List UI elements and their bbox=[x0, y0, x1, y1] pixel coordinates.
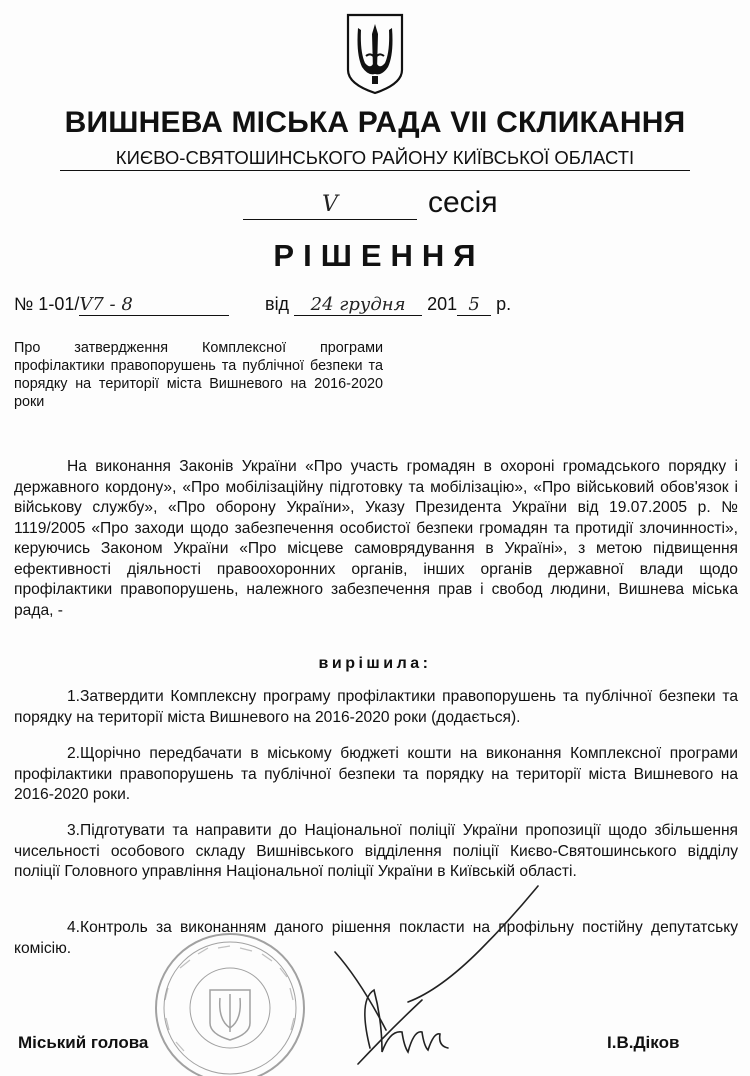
session-number: V bbox=[322, 192, 338, 217]
council-title: ВИШНЕВА МІСЬКА РАДА VII СКЛИКАННЯ bbox=[64, 106, 686, 139]
decision-topic: Про затвердження Комплексної програми профілактики правопорушень та публічної безпеки та порядку на території міста Вишневого на 2016-2020 роки bbox=[14, 340, 383, 410]
item-2: 2.Щорічно передбачати в міському бюджеті кошти на виконання Комплексної програми профілактики правопорушень та публічної безпеки та порядку на території міста Вишневого на 2016-2020 роки. bbox=[14, 745, 738, 803]
year-handwritten: 5 bbox=[457, 294, 491, 316]
decision-number bbox=[14, 294, 229, 316]
date-prefix: від bbox=[265, 294, 290, 314]
year-suffix: р. bbox=[496, 294, 512, 314]
subtitle-underline bbox=[60, 170, 690, 171]
session-label: сесія bbox=[428, 186, 498, 219]
item-4: 4.Контроль за виконанням даного рішення покласти на профільну постійну депутатську комісію. bbox=[14, 919, 738, 957]
decision-date bbox=[265, 294, 511, 316]
session-underline bbox=[243, 219, 417, 220]
mayor-name: І.В.Діков bbox=[607, 1033, 680, 1052]
mayor-title: Міський голова bbox=[18, 1033, 149, 1052]
tryzub-emblem-icon bbox=[344, 12, 406, 96]
decision-heading: РІШЕННЯ bbox=[273, 238, 485, 273]
council-subtitle: КИЄВО-СВЯТОШИНСЬКОГО РАЙОНУ КИЇВСЬКОЇ ОБЛАСТІ bbox=[115, 147, 635, 168]
preamble-paragraph: На виконання Законів України «Про участь громадян в охороні громадського порядку і державного кордону», «Про мобілізаційну підготовку та мобілізацію», «Про військовий обов'язок і військову службу», «Про оборону України», Указу Президента України від 19.07.2005 р. № 1119/2005 «Про заходи щодо забезпечення особистої безпеки громадян та протидії злочинності», керуючись Законом України «Про місцеве самоврядування в Україні», з метою підвищення ефективності діяльності правоохоронних органів, інших органів державної влади щодо профілактики правопорушень, належного забезпечення прав і свобод людини, Вишнева міська рада, - bbox=[14, 458, 738, 619]
number-handwritten: V7 - 8 bbox=[79, 294, 229, 316]
number-prefix: № 1-01/ bbox=[14, 294, 80, 314]
resolved-heading: вирішила: bbox=[318, 655, 432, 672]
year-prefix: 201 bbox=[427, 294, 458, 314]
date-handwritten: 24 грудня bbox=[294, 294, 422, 316]
handwritten-signature-icon bbox=[330, 880, 550, 1070]
official-seal-icon bbox=[140, 928, 320, 1076]
item-1: 1.Затвердити Комплексну програму профілактики правопорушень та публічної безпеки та порядку на території міста Вишневого на 2016-2020 роки (додається). bbox=[14, 688, 738, 726]
item-3: 3.Підготувати та направити до Національної поліції України пропозиції щодо збільшення чисельності особового складу Вишнівського відділення поліції Києво-Святошинського відділу поліції Головного управління Національної поліції України в Київській області. bbox=[14, 822, 738, 880]
